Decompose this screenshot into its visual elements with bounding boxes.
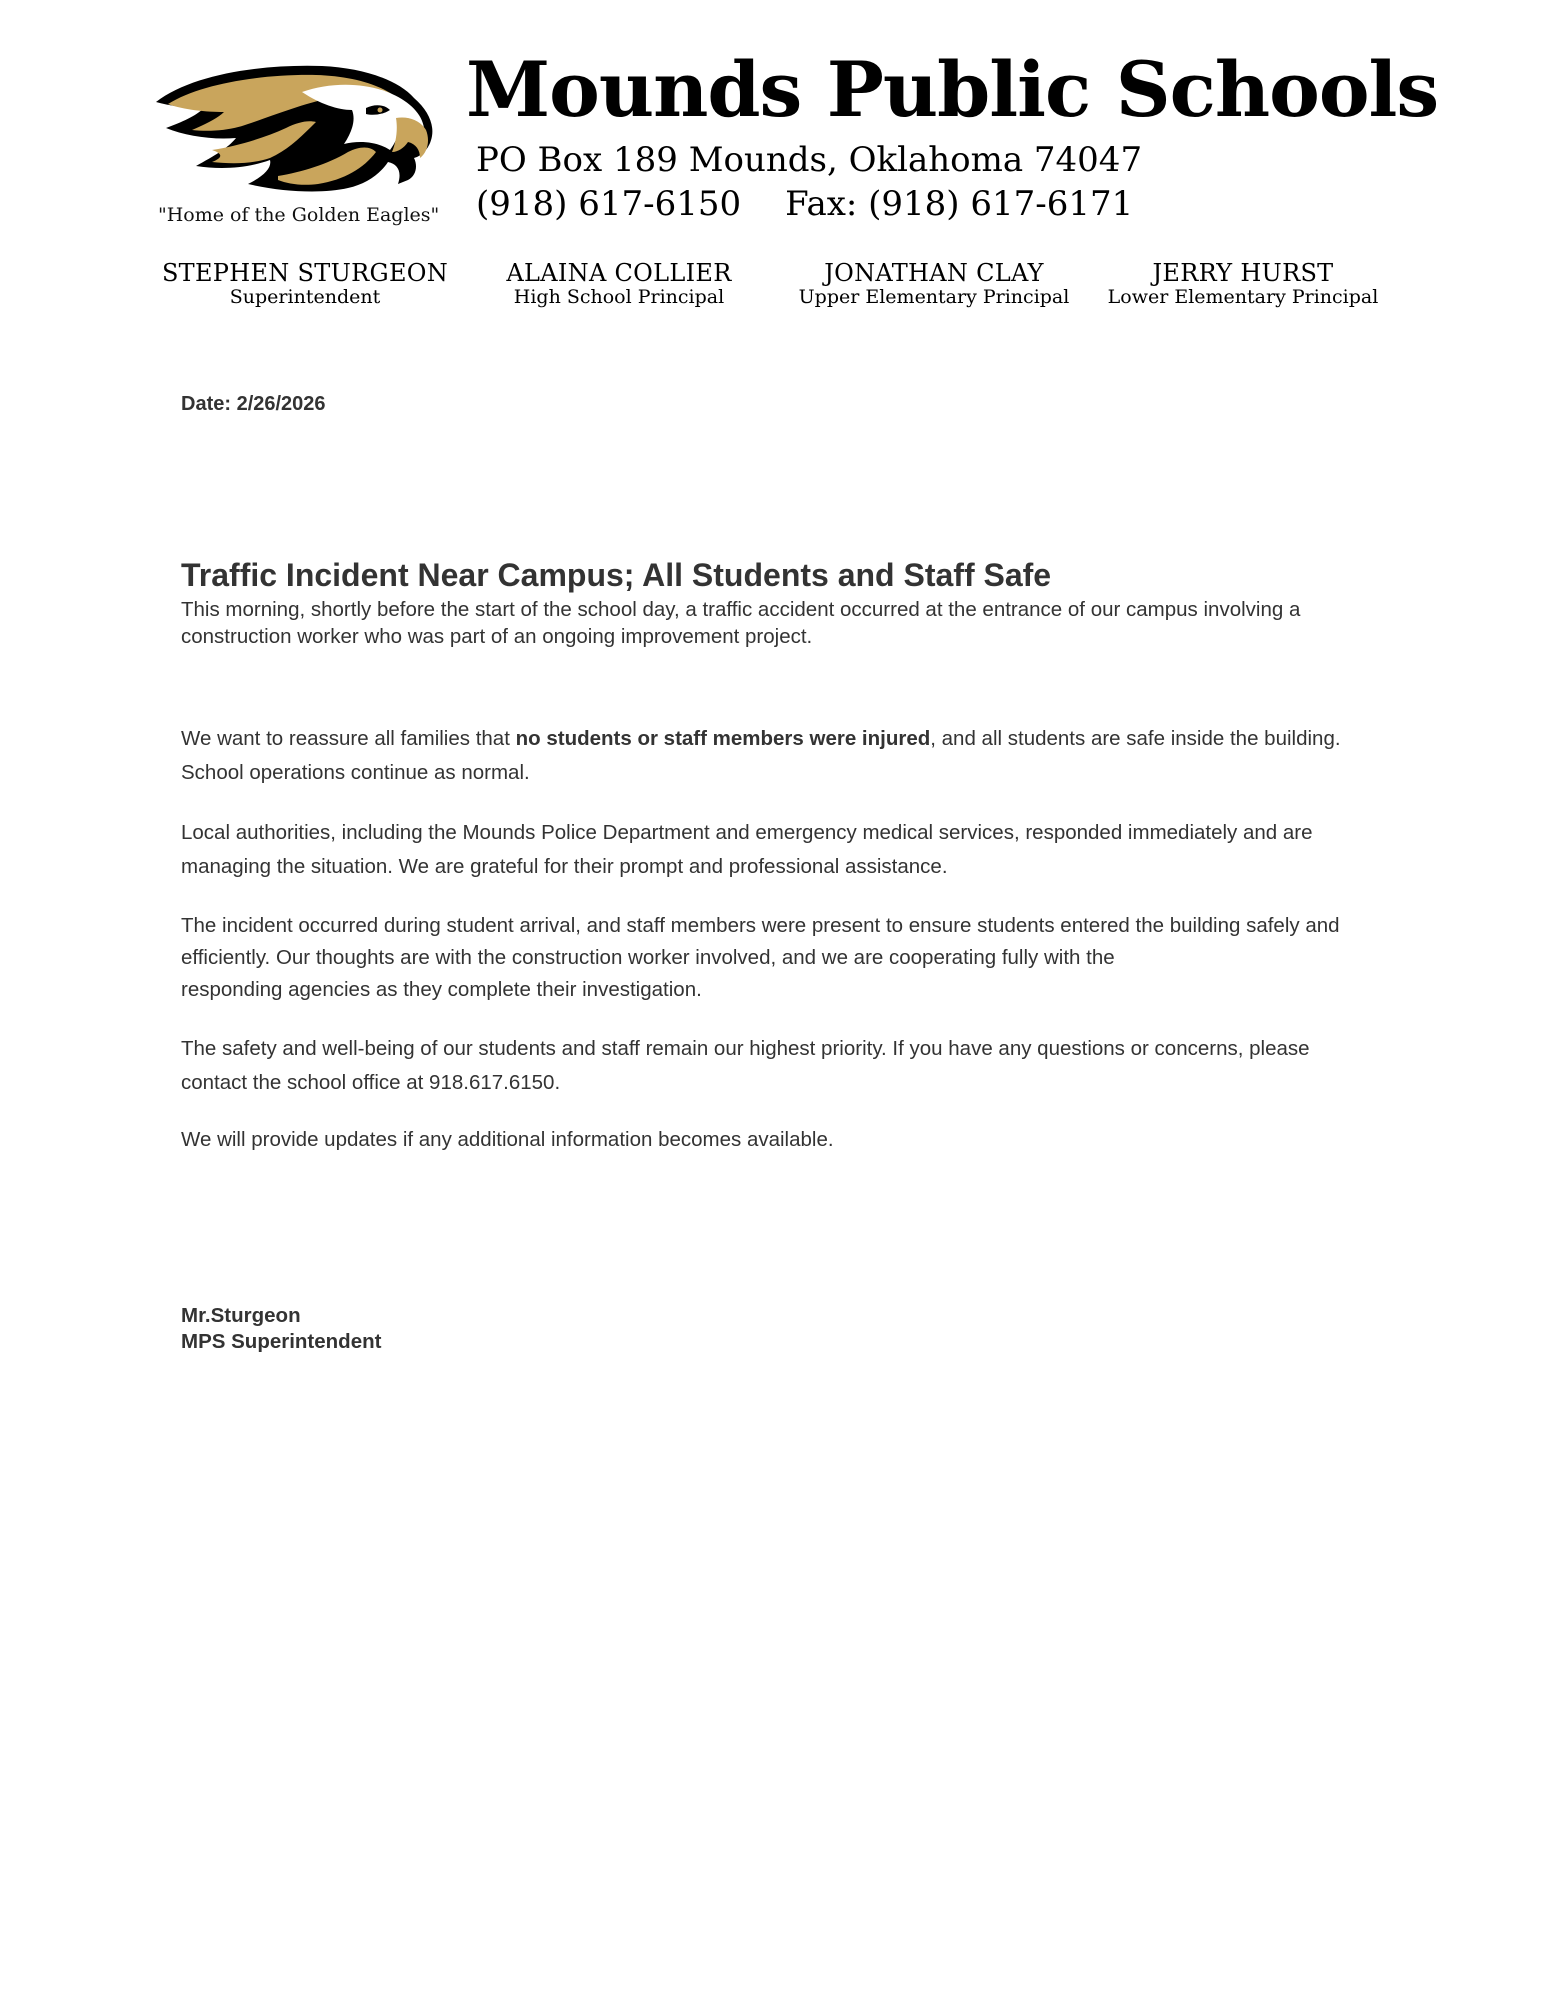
reassurance-emphasis: no students or staff members were injured xyxy=(515,727,931,750)
school-tagline: "Home of the Golden Eagles" xyxy=(158,204,440,226)
letterhead xyxy=(0,0,1545,330)
staff-name: JERRY HURST xyxy=(1152,259,1334,287)
school-address: PO Box 189 Mounds, Oklahoma 74047 xyxy=(476,140,1143,180)
letter-body xyxy=(181,392,1371,1355)
staff-member xyxy=(156,260,454,308)
staff-directory xyxy=(0,260,1545,320)
paragraph-contact: The safety and well-being of our students and staff remain our highest priority. If you have any questions or concerns, please contact the school office at 918.617.6150. xyxy=(181,1037,1310,1094)
signature-name: Mr.Sturgeon xyxy=(181,1304,301,1327)
arrival-text-line2: responding agencies as they complete their investigation. xyxy=(181,978,702,1001)
staff-role: Lower Elementary Principal xyxy=(1107,286,1379,308)
staff-role: Superintendent xyxy=(229,286,381,308)
phone-number: (918) 617-6150 xyxy=(476,184,742,224)
staff-member xyxy=(794,260,1074,308)
staff-member xyxy=(1098,260,1388,308)
staff-role: Upper Elementary Principal xyxy=(798,286,1070,308)
signature-block xyxy=(181,1303,1371,1355)
paragraph-authorities: Local authorities, including the Mounds Police Department and emergency medical services, responded immediately and are managing the situation. We are grateful for their prompt and professional assistance. xyxy=(181,821,1313,878)
paragraph-updates: We will provide updates if any additional information becomes available. xyxy=(181,1128,834,1151)
letter-date: Date: 2/26/2026 xyxy=(181,393,326,415)
school-name: Mounds Public Schools xyxy=(466,45,1439,134)
staff-name: ALAINA COLLIER xyxy=(506,259,732,287)
reassurance-text-after: , and all students are safe inside the building. School operations continue as normal. xyxy=(181,727,1341,784)
staff-role: High School Principal xyxy=(513,286,725,308)
reassurance-text-before: We want to reassure all families that xyxy=(181,727,516,750)
golden-eagle-head-icon xyxy=(152,58,436,196)
signature-title: MPS Superintendent xyxy=(181,1330,382,1353)
paragraph-reassurance xyxy=(181,722,1371,790)
arrival-text-line1: The incident occurred during student arrival, and staff members were present to ensure students entered the building safely and efficiently. Our thoughts are with the construction worker involved, and we are cooperating fully with the xyxy=(181,914,1340,969)
letter-headline: Traffic Incident Near Campus; All Students and Staff Safe xyxy=(181,557,1052,593)
contact-line xyxy=(476,186,1133,223)
paragraph-arrival xyxy=(181,910,1371,1006)
staff-member xyxy=(486,260,752,308)
staff-name: JONATHAN CLAY xyxy=(824,259,1044,287)
paragraph-incident-summary: This morning, shortly before the start of the school day, a traffic accident occurred at the entrance of our campus involving a construction worker who was part of an ongoing improvement project. xyxy=(181,598,1301,648)
fax-number: Fax: (918) 617-6171 xyxy=(785,184,1134,224)
staff-name: STEPHEN STURGEON xyxy=(161,259,449,287)
